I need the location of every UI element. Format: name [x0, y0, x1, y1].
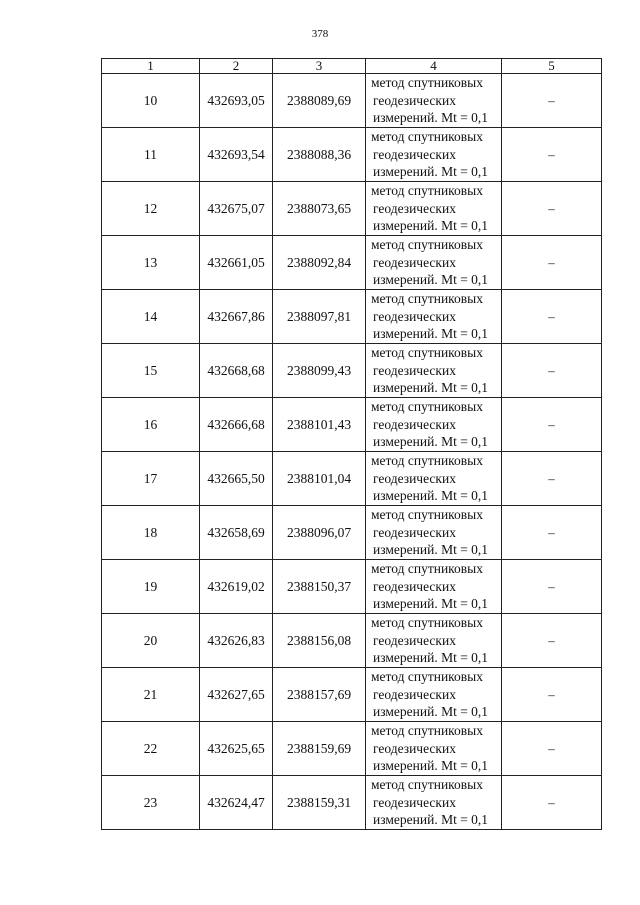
y-coordinate-cell: 2388159,69: [273, 722, 366, 776]
x-coordinate-cell: 432693,05: [200, 74, 273, 128]
note-cell: –: [502, 344, 602, 398]
table-row: [102, 452, 602, 506]
x-coordinate-cell: 432666,68: [200, 398, 273, 452]
method-line: геодезических: [373, 578, 456, 594]
method-line: измерений. Mt = 0,1: [373, 704, 489, 720]
method-line: геодезических: [373, 632, 456, 648]
table-row: [102, 668, 602, 722]
table-row: [102, 722, 602, 776]
point-number-cell: 10: [102, 74, 200, 128]
method-cell: [366, 74, 502, 128]
method-line: геодезических: [373, 308, 456, 324]
table-body: [102, 74, 602, 830]
note-cell: –: [502, 452, 602, 506]
method-line: геодезических: [373, 200, 456, 216]
y-coordinate-cell: 2388150,37: [273, 560, 366, 614]
method-cell: [366, 290, 502, 344]
point-number-cell: 11: [102, 128, 200, 182]
method-cell: [366, 614, 502, 668]
method-line: геодезических: [373, 92, 456, 108]
method-line: геодезических: [373, 254, 456, 270]
method-line: измерений. Mt = 0,1: [373, 758, 489, 774]
method-line: метод спутниковых: [371, 507, 483, 523]
method-line: геодезических: [373, 524, 456, 540]
table-row: [102, 506, 602, 560]
point-number-cell: 21: [102, 668, 200, 722]
table-header: [102, 59, 602, 74]
method-cell: [366, 668, 502, 722]
method-cell: [366, 398, 502, 452]
method-line: геодезических: [373, 470, 456, 486]
table-row: [102, 182, 602, 236]
note-cell: –: [502, 560, 602, 614]
method-line: измерений. Mt = 0,1: [373, 218, 489, 234]
note-cell: –: [502, 128, 602, 182]
method-line: геодезических: [373, 794, 456, 810]
y-coordinate-cell: 2388101,43: [273, 398, 366, 452]
method-line: геодезических: [373, 146, 456, 162]
x-coordinate-cell: 432675,07: [200, 182, 273, 236]
note-cell: –: [502, 722, 602, 776]
x-coordinate-cell: 432619,02: [200, 560, 273, 614]
x-coordinate-cell: 432661,05: [200, 236, 273, 290]
table-row: [102, 290, 602, 344]
method-line: измерений. Mt = 0,1: [373, 488, 489, 504]
header-col-2: 2: [200, 59, 273, 74]
method-cell: [366, 452, 502, 506]
point-number-cell: 14: [102, 290, 200, 344]
point-number-cell: 17: [102, 452, 200, 506]
x-coordinate-cell: 432667,86: [200, 290, 273, 344]
method-line: геодезических: [373, 740, 456, 756]
note-cell: –: [502, 776, 602, 830]
y-coordinate-cell: 2388157,69: [273, 668, 366, 722]
table-row: [102, 614, 602, 668]
header-col-4: 4: [366, 59, 502, 74]
y-coordinate-cell: 2388101,04: [273, 452, 366, 506]
y-coordinate-cell: 2388156,08: [273, 614, 366, 668]
method-line: геодезических: [373, 416, 456, 432]
coordinates-table: [101, 58, 602, 830]
note-cell: –: [502, 668, 602, 722]
method-line: измерений. Mt = 0,1: [373, 650, 489, 666]
point-number-cell: 22: [102, 722, 200, 776]
method-cell: [366, 722, 502, 776]
x-coordinate-cell: 432625,65: [200, 722, 273, 776]
method-line: измерений. Mt = 0,1: [373, 380, 489, 396]
note-cell: –: [502, 614, 602, 668]
x-coordinate-cell: 432658,69: [200, 506, 273, 560]
page-number: 378: [311, 28, 329, 40]
note-cell: –: [502, 398, 602, 452]
method-line: измерений. Mt = 0,1: [373, 596, 489, 612]
table-row: [102, 776, 602, 830]
method-line: измерений. Mt = 0,1: [373, 110, 489, 126]
x-coordinate-cell: 432665,50: [200, 452, 273, 506]
method-cell: [366, 236, 502, 290]
method-line: метод спутниковых: [371, 777, 483, 793]
header-col-5: 5: [502, 59, 602, 74]
point-number-cell: 23: [102, 776, 200, 830]
y-coordinate-cell: 2388097,81: [273, 290, 366, 344]
y-coordinate-cell: 2388088,36: [273, 128, 366, 182]
method-line: метод спутниковых: [371, 183, 483, 199]
method-line: метод спутниковых: [371, 129, 483, 145]
x-coordinate-cell: 432626,83: [200, 614, 273, 668]
method-line: метод спутниковых: [371, 669, 483, 685]
method-line: метод спутниковых: [371, 561, 483, 577]
method-line: метод спутниковых: [371, 345, 483, 361]
note-cell: –: [502, 182, 602, 236]
point-number-cell: 16: [102, 398, 200, 452]
note-cell: –: [502, 506, 602, 560]
method-line: метод спутниковых: [371, 291, 483, 307]
note-cell: –: [502, 236, 602, 290]
table-row: [102, 236, 602, 290]
header-row: [102, 59, 602, 74]
method-line: измерений. Mt = 0,1: [373, 272, 489, 288]
x-coordinate-cell: 432624,47: [200, 776, 273, 830]
method-cell: [366, 506, 502, 560]
method-line: геодезических: [373, 362, 456, 378]
method-line: измерений. Mt = 0,1: [373, 812, 489, 828]
method-cell: [366, 344, 502, 398]
method-line: геодезических: [373, 686, 456, 702]
y-coordinate-cell: 2388159,31: [273, 776, 366, 830]
y-coordinate-cell: 2388092,84: [273, 236, 366, 290]
header-col-1: 1: [102, 59, 200, 74]
point-number-cell: 15: [102, 344, 200, 398]
table-row: [102, 74, 602, 128]
point-number-cell: 18: [102, 506, 200, 560]
method-line: метод спутниковых: [371, 615, 483, 631]
table-row: [102, 344, 602, 398]
y-coordinate-cell: 2388099,43: [273, 344, 366, 398]
note-cell: –: [502, 290, 602, 344]
point-number-cell: 19: [102, 560, 200, 614]
table-row: [102, 128, 602, 182]
method-line: измерений. Mt = 0,1: [373, 434, 489, 450]
point-number-cell: 12: [102, 182, 200, 236]
method-line: метод спутниковых: [371, 399, 483, 415]
method-cell: [366, 776, 502, 830]
method-line: измерений. Mt = 0,1: [373, 326, 489, 342]
header-col-3: 3: [273, 59, 366, 74]
point-number-cell: 20: [102, 614, 200, 668]
x-coordinate-cell: 432693,54: [200, 128, 273, 182]
method-line: метод спутниковых: [371, 723, 483, 739]
x-coordinate-cell: 432668,68: [200, 344, 273, 398]
method-cell: [366, 182, 502, 236]
table-row: [102, 560, 602, 614]
point-number-cell: 13: [102, 236, 200, 290]
method-line: измерений. Mt = 0,1: [373, 542, 489, 558]
method-cell: [366, 128, 502, 182]
note-cell: –: [502, 74, 602, 128]
method-line: метод спутниковых: [371, 453, 483, 469]
method-line: измерений. Mt = 0,1: [373, 164, 489, 180]
method-line: метод спутниковых: [371, 237, 483, 253]
y-coordinate-cell: 2388073,65: [273, 182, 366, 236]
method-line: метод спутниковых: [371, 75, 483, 91]
y-coordinate-cell: 2388089,69: [273, 74, 366, 128]
x-coordinate-cell: 432627,65: [200, 668, 273, 722]
table-row: [102, 398, 602, 452]
y-coordinate-cell: 2388096,07: [273, 506, 366, 560]
method-cell: [366, 560, 502, 614]
